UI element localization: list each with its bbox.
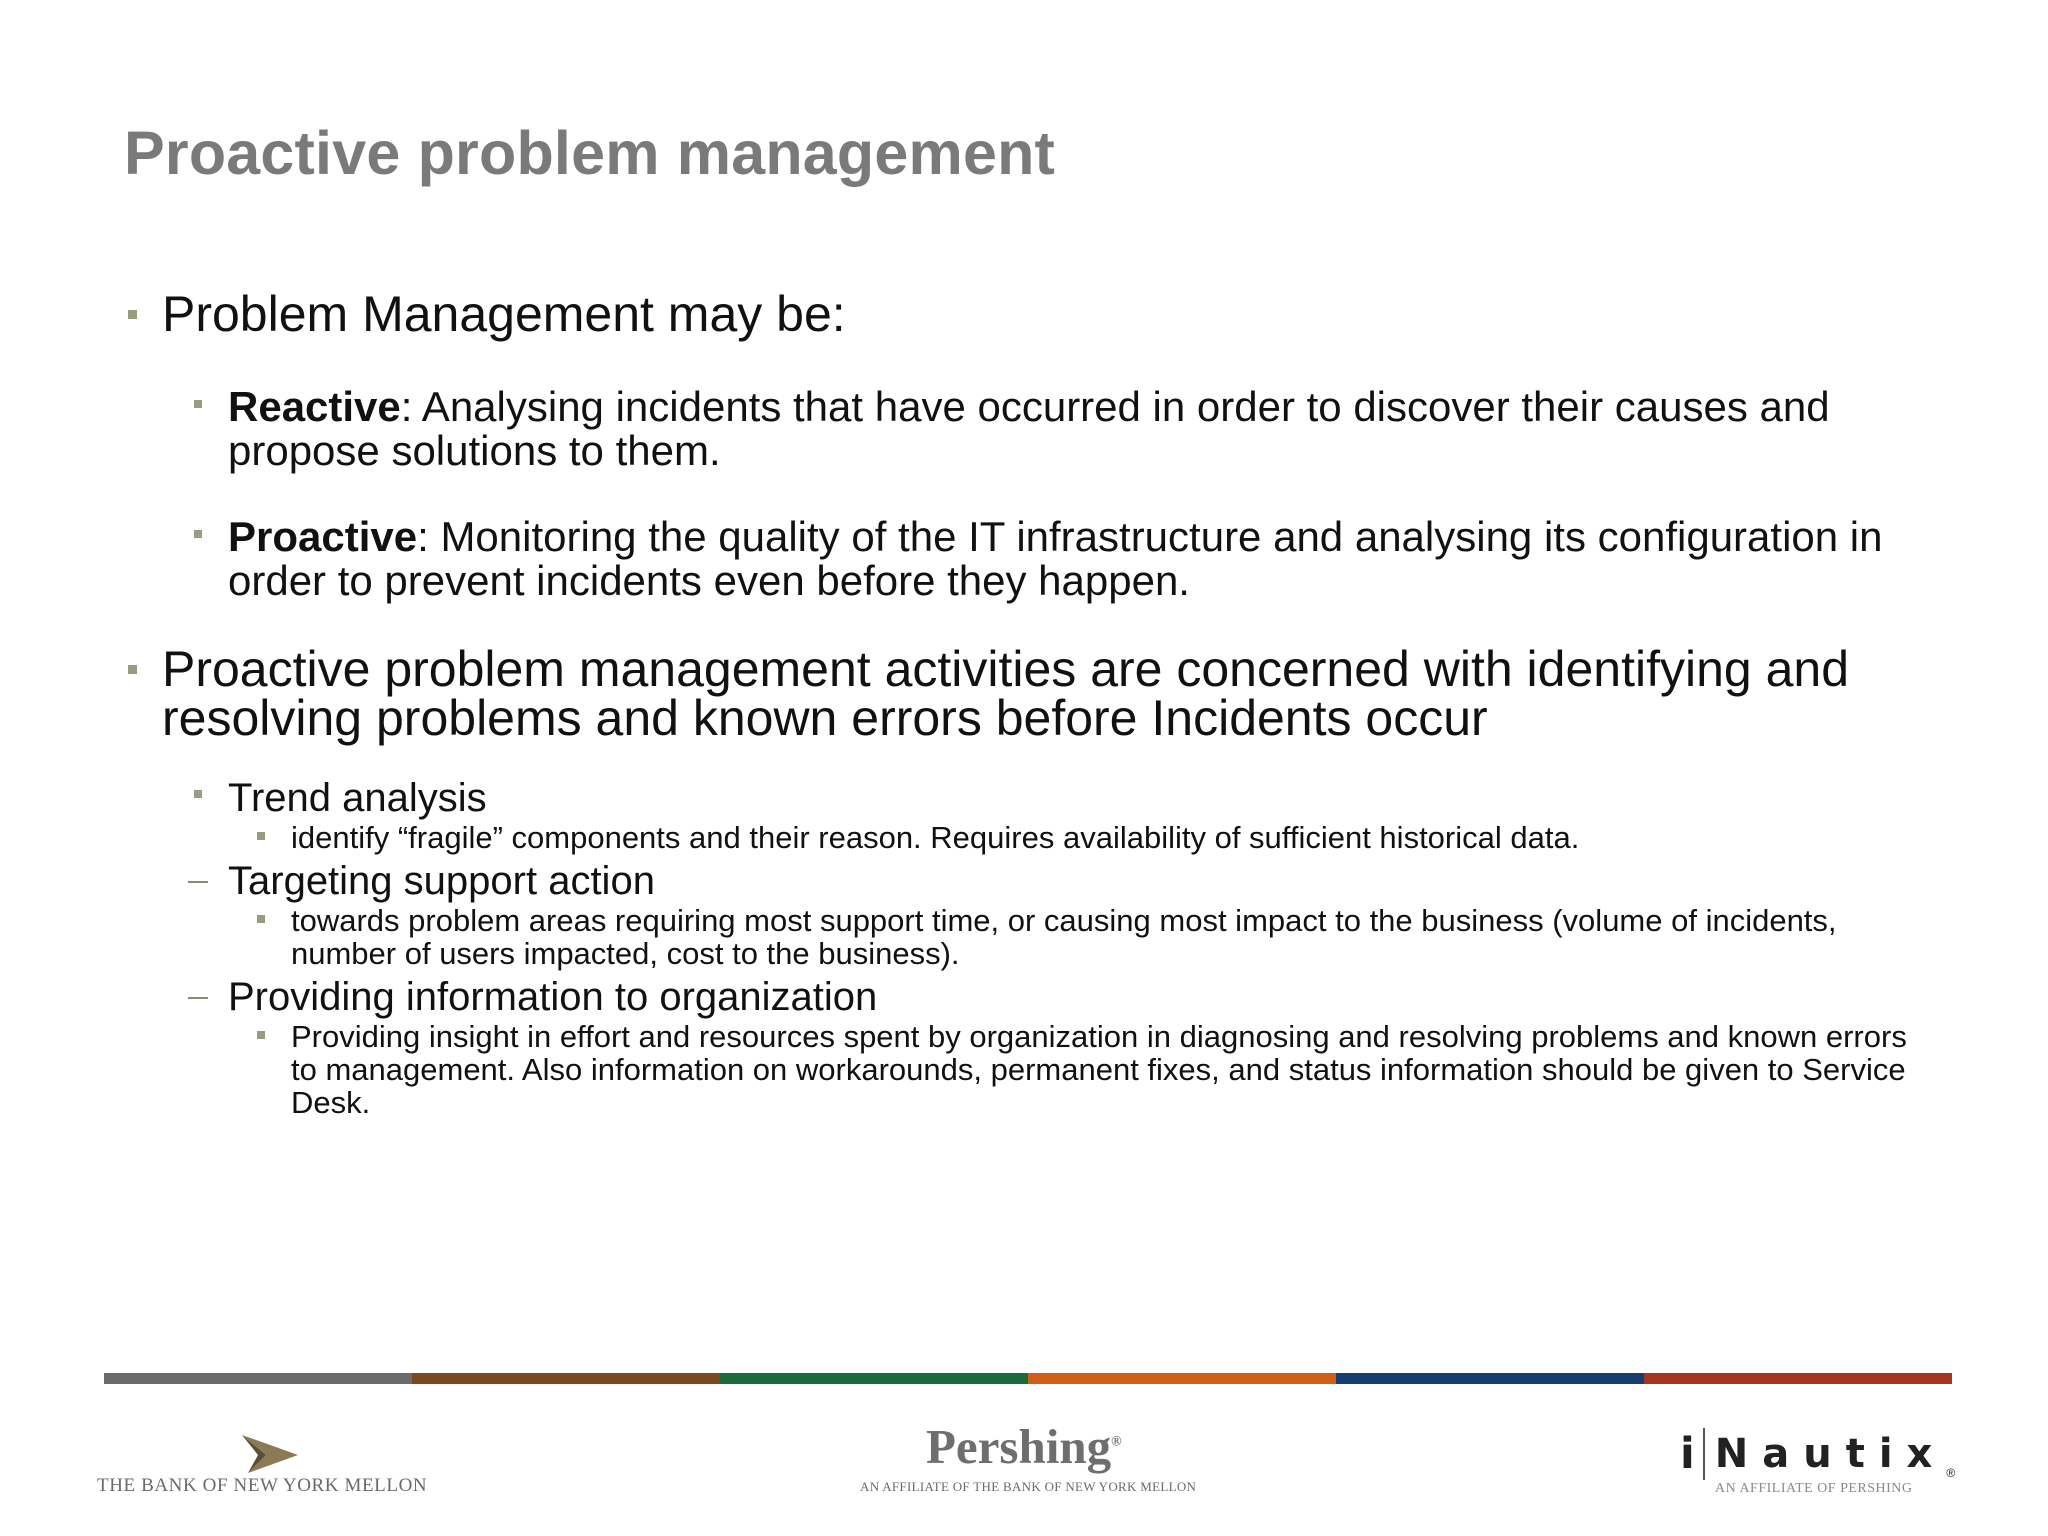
detail-targeting-support: [291, 904, 1924, 970]
bullet-marker: [257, 832, 265, 840]
bullet-marker: [257, 915, 265, 923]
detail-providing-information: [291, 1020, 1924, 1119]
sub-bullet-proactive: [228, 515, 1924, 603]
dash-marker: [188, 997, 208, 999]
pershing-registered-mark: ®: [1111, 1434, 1122, 1450]
inautix-logo: [1680, 1428, 1955, 1480]
bny-mellon-logo-icon: [240, 1433, 300, 1475]
reactive-text: : Analysing incidents that have occurred in order to discover their causes and propose solutions to them.: [228, 383, 1830, 474]
sub-bullet-reactive: [228, 385, 1924, 473]
slide-content: [124, 286, 1924, 1120]
color-bar-segment: [104, 1373, 412, 1384]
bullet-marker: [194, 790, 202, 798]
proactive-text: : Monitoring the quality of the IT infrastructure and analysing its configuration in order to prevent incidents even before they happen.: [228, 513, 1883, 604]
bullet-marker: [194, 400, 202, 408]
term-proactive: Proactive: [228, 513, 418, 560]
detail-trend-analysis: [291, 821, 1924, 854]
inautix-registered-mark: ®: [1946, 1466, 1956, 1480]
inautix-i: i: [1680, 1429, 1695, 1479]
inautix-tagline: AN AFFILIATE OF PERSHING: [1715, 1481, 1913, 1496]
bny-mellon-logo-text: THE BANK OF NEW YORK MELLON: [97, 1475, 428, 1496]
bullet-text: Problem Management may be:: [162, 286, 846, 342]
item-label: Targeting support action: [228, 859, 655, 903]
bullet-marker: [128, 665, 137, 674]
color-bar-segment: [1644, 1373, 1952, 1384]
pershing-tagline: AN AFFILIATE OF THE BANK OF NEW YORK MELLON: [860, 1479, 1197, 1494]
color-bar-segment: [1336, 1373, 1644, 1384]
pershing-logo: [926, 1418, 1122, 1475]
item-label: Trend analysis: [228, 776, 487, 820]
bullet-marker: [128, 310, 137, 319]
item-trend-analysis: [228, 775, 1924, 821]
footer-color-bar: [104, 1373, 1952, 1384]
detail-text: towards problem areas requiring most support time, or causing most impact to the business (volume of incidents, number of users impacted, cost to the business).: [291, 903, 1837, 971]
dash-marker: [188, 881, 208, 883]
term-reactive: Reactive: [228, 383, 401, 430]
item-label: Providing information to organization: [228, 975, 878, 1019]
slide-title: Proactive problem management: [124, 119, 1056, 187]
inautix-wordmark: Nautix: [1714, 1431, 1947, 1477]
item-providing-information: [228, 974, 1924, 1020]
item-targeting-support: [228, 858, 1924, 904]
bullet-marker: [257, 1031, 265, 1039]
color-bar-segment: [412, 1373, 720, 1384]
detail-text: Providing insight in effort and resources spent by organization in diagnosing and resolving problems and known errors to management. Also information on workarounds, permanent fixes, and status information should be given to Service Desk.: [291, 1019, 1907, 1120]
color-bar-segment: [720, 1373, 1028, 1384]
detail-text: identify “fragile” components and their reason. Requires availability of sufficient historical data.: [291, 820, 1580, 855]
pershing-wordmark: Pershing: [926, 1419, 1112, 1474]
color-bar-segment: [1028, 1373, 1336, 1384]
inautix-divider: [1703, 1428, 1705, 1480]
bullet-problem-management: [124, 286, 1924, 342]
bullet-proactive-activities: [124, 641, 1924, 746]
bullet-marker: [194, 530, 202, 538]
bullet-text: Proactive problem management activities are concerned with identifying and resolving problems and known errors before Incidents occur: [162, 641, 1850, 746]
